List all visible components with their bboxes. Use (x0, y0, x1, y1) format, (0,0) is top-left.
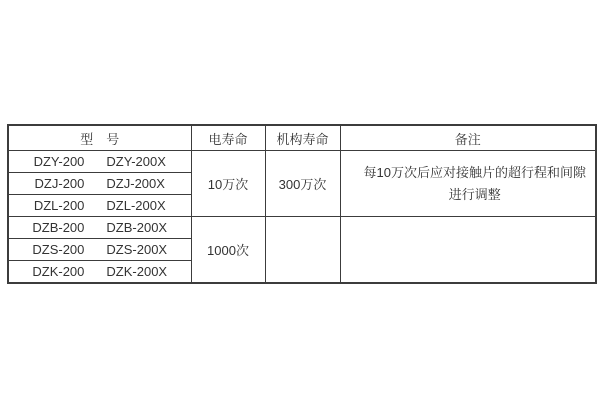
model-name-variant: DZK-200X (106, 264, 168, 279)
model-name: DZB-200 (32, 220, 85, 235)
relay-life-spec-table (7, 124, 597, 284)
model-name: DZL-200 (33, 198, 85, 213)
spec-table-container (7, 124, 597, 284)
table-row (8, 217, 596, 239)
column-header-electrical-life: 电寿命 (191, 125, 265, 151)
column-header-model: 型 号 (8, 125, 191, 151)
electrical-life-cell: 10万次 (191, 151, 265, 217)
model-name-variant: DZY-200X (106, 154, 166, 169)
model-name: DZK-200 (32, 264, 85, 279)
table-row (8, 151, 596, 173)
model-name: DZY-200 (33, 154, 85, 169)
table-header-row (8, 125, 596, 151)
model-cell (8, 239, 191, 261)
model-name-variant: DZL-200X (106, 198, 166, 213)
model-cell (8, 195, 191, 217)
model-name-variant: DZJ-200X (106, 176, 165, 191)
model-cell (8, 173, 191, 195)
remarks-line-2: 进行调整 (448, 186, 501, 202)
mechanical-life-cell-empty (265, 217, 340, 284)
model-name-variant: DZS-200X (106, 242, 168, 257)
model-cell (8, 217, 191, 239)
column-header-mechanical-life: 机构寿命 (265, 125, 340, 151)
model-name: DZS-200 (32, 242, 85, 257)
remarks-line-1: 每10万次后应对接触片的超行程和间隙 (363, 164, 586, 180)
model-cell (8, 261, 191, 284)
model-cell (8, 151, 191, 173)
electrical-life-cell: 1000次 (191, 217, 265, 284)
mechanical-life-cell: 300万次 (265, 151, 340, 217)
model-name: DZJ-200 (34, 176, 85, 191)
remarks-cell (340, 151, 596, 217)
model-name-variant: DZB-200X (106, 220, 168, 235)
remarks-cell-empty (340, 217, 596, 284)
column-header-remarks: 备注 (340, 125, 596, 151)
